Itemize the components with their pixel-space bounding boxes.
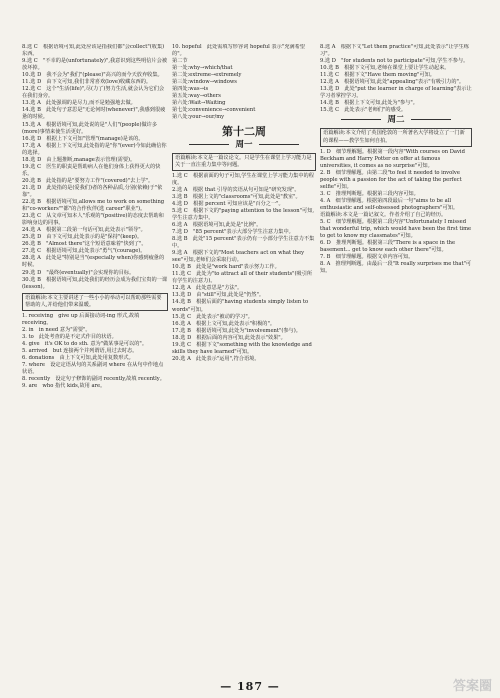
passage-note-text: 语篇解读:本文是一篇议论文。只是学生在课堂上学习能力是关于一直注重力集中等问题。	[175, 154, 312, 168]
answer-list-corrections	[172, 44, 316, 122]
list-item: 第二处:extreme→extremely	[172, 72, 242, 79]
list-item: 8.选 C 根据语境可知,此处应该是指我们都"会collect"(收集)东西。	[22, 44, 165, 58]
column-right	[320, 44, 472, 672]
passage-note-text: 语篇解读:本文介绍了英国伦敦的一所著名大学将设立了一门新的课程——教学生如何自拍。	[323, 130, 465, 144]
list-item: 13.选 D 由"still"可知,此处是"仍然"。	[172, 292, 265, 299]
list-item: 24.选 A 根据第二段第一句话可知,此处表示"领导"。	[22, 227, 146, 234]
list-item: 22.选 B 根据语境可知,allows me to work on something和"co-workers""都"的合作伙伴(选 career"职业")。	[22, 199, 165, 213]
list-item: 第三处:window→windows	[172, 79, 237, 86]
column-middle	[172, 44, 316, 672]
list-item: 10. hopeful 此处需填写形容词 hopeful 表示"充满希望的"。	[172, 44, 305, 58]
list-item: 21.选 D 此处指的是(爱我们)者的各种品质,分别(依赖)于"依靠"。	[22, 184, 163, 198]
list-item: 14.选 B 此处句子意思是"无论何时(whenever)",我感到很疲惫的时候。	[22, 107, 166, 121]
page-number: — 187 —	[220, 680, 280, 693]
list-item: 语篇解读:本文是一篇记叙文。作者介绍了自己的经历。	[320, 211, 447, 218]
answer-list-reading	[320, 149, 472, 276]
list-item: 2. B 细节理解题。由第二段"to feel it needed to involve people with a passion for the act of taking the perfect selfie"可知。	[320, 169, 462, 190]
list-item: 第二节	[172, 58, 188, 65]
answer-list-grammar	[22, 313, 168, 391]
list-item: 第七处:convenience→convenient	[172, 107, 256, 114]
list-item: 8.选 A 根据下文"Let them practice"可知,此处表示"让学生练习"。	[320, 44, 469, 58]
week-heading: 第十二周	[222, 124, 266, 138]
list-item: 5. C 细节理解题。根据第二段内容"Unfortunately I missed that wonderful trip, which would have been the first time to get to know my classmates"可知。	[320, 219, 472, 240]
list-item: 25.选 D 由下文可知,此处表示的是"保持"(keep)。	[22, 234, 143, 241]
list-item: 4. A 细节理解题。根据第四段最后一句"aims to be all enthusiastic and self-obsessed photographers"可知。	[320, 197, 459, 211]
list-item: 2. in in need 意为"需要"。	[22, 326, 91, 333]
list-item: 9.选 C "不幸的是(unfortunately)",我意识到这些明信片会被放坏掉。	[22, 58, 168, 72]
list-item: 11.选 C 此处为"to attract all of their students"(吸引所有学生的注意力)。	[172, 271, 313, 285]
list-item: 4. give it's OK to do sth. 意为"做某事是可以的"。	[22, 340, 148, 347]
list-item: 19.选 C 医生的职责是帮助病人在他们身体上获得更大的快乐。	[22, 163, 161, 177]
column-left	[22, 44, 168, 672]
list-item: 11.选 C 根据下文"Have them moving"可知。	[320, 72, 435, 79]
passage-note-box	[22, 293, 168, 311]
list-item: 27.选 C 根据语境可知,此处表示"勇气"(courage)。	[22, 248, 146, 255]
list-item: 10.选 B 根据下文可知,老师在课堂上要让学生动起来。	[320, 65, 450, 72]
list-item: 17.选 B 根据语境可知,此处为"involvement"(参与)。	[172, 327, 301, 334]
list-item: 7. where 设定定语从句的关系副词 where 在从句中作地点状语。	[22, 362, 164, 376]
list-item: 13.选 D 此处"put the learner in charge of learning"表示让学习者掌控学习。	[320, 86, 472, 100]
list-item: 12.选 A 根据语境可知,此处"appealing"表示"有吸引力的"。	[320, 79, 465, 86]
list-item: 14.选 B 根据后面的"having students simply listen to words"可知。	[172, 299, 309, 313]
list-item: 7. B 细节理解题。根据文章内容可知。	[320, 254, 414, 261]
list-item: 第四处:was→is	[172, 86, 209, 93]
list-item: 12.选 C 这个"生活(life)",尽(力了)努力生活,就会认为它们会在我们身旁。	[22, 86, 165, 100]
list-item: 10.选 D 我不会为"我们"(please)"高兴的而今天放弃收集。	[22, 72, 163, 79]
list-item: 第五处:way→others	[172, 93, 221, 100]
list-item: 8. recently 设定句子修饰的副词 recently,故填 recently。	[22, 376, 165, 383]
list-item: 3.选 B 根据上文的"classrooms"可知,此处是"教室"。	[172, 193, 301, 200]
list-item: 9. are who 指代 kids,故用 are。	[22, 383, 106, 390]
list-item: 3. C 推理判断题。根据第三段内容可知。	[320, 190, 419, 197]
list-item: 29.选 D "最终(eventually)"会实现你的目标。	[22, 269, 135, 276]
day-heading-tuesday: 周二	[320, 114, 472, 126]
list-item: 10.选 B 此处是"work hard"表示努力工作。	[172, 264, 280, 271]
list-item: 17.选 A 根据上下文可知,此处指的是"你"(ever)今如此确信你的选择。	[22, 142, 167, 156]
watermark-logo: 答案圈	[452, 679, 492, 694]
list-item: 6. D 推理判断题。根据第三段"There is a space in the basement... get to know each other there"可知。	[320, 240, 456, 254]
list-item: 26.选 B "Almost there"这个短语意味着"快到了"。	[22, 241, 147, 248]
list-item: 5.选 C 根据下文的"paying attention to the lesson"可知,学生注意力集中。	[172, 207, 315, 221]
list-item: 第八处:your→our/my	[172, 114, 225, 121]
list-item: 8. A 推理判断题。由最后一段"It really surprises me that"可知。	[320, 261, 472, 275]
list-item: 15.选 C 此处表示"老师们"的感受。	[320, 107, 407, 114]
list-item: 18.选 D 根据后面的内容可知,此处表示"效果"。	[172, 334, 286, 341]
list-item: 5. arrived but 连接两个并列谓语,用过去时态。	[22, 347, 138, 354]
list-item: 20.选 B 此处指的是"要努力工作"(covered)"去上学"。	[22, 177, 154, 184]
list-item: 15.选 C 此处表示"被动的学习"。	[172, 313, 253, 320]
list-item: 30.选 B 根据语境可知,此处我们的经历会成为我们宝贵的一课(lesson)。	[22, 276, 168, 290]
list-item: 14.选 B 根据上下文可知,此处为"参与"。	[320, 100, 418, 107]
answer-list	[320, 44, 472, 114]
list-item: 7.选 D "85 percent"表示大部分学生注意力集中。	[172, 228, 294, 235]
list-item: 18.选 D 由上题推断,manage表示管理(需要)。	[22, 156, 136, 163]
list-item: 20.选 A 此处表示"运用",符合语境。	[172, 355, 260, 362]
list-item: 16.选 A 根据上文可知,此处表示"积极的"。	[172, 320, 276, 327]
list-item: 2.选 A 根据 that 引导的宾语从句可知是"研究发现"。	[172, 186, 300, 193]
list-item: 6. donations 由上下文可知,此处用复数形式。	[22, 355, 134, 362]
list-item: 4.选 D 根据 percent 可知应该是"百分之一"。	[172, 200, 284, 207]
list-item: 9.选 A 根据下文的"Most teachers act on what they see"可知,老师们会采取行动。	[172, 250, 305, 264]
list-item: 第一处:why→which/that	[172, 65, 233, 72]
list-item: 3. to 此处考查的是不定式作目的状语。	[22, 333, 117, 340]
answer-list	[172, 173, 316, 363]
list-item: 15.选 A 根据语境可知,此处说的是"人们"(people)做许多(more)事情来使生活更好。	[22, 121, 158, 135]
list-item: 23.选 C 从文章可知本人"乐观的"(positive)的态度去帮助和影响身边的同事。	[22, 213, 164, 227]
passage-note-box	[172, 153, 316, 171]
list-item: 19.选 C 根据下文"something with the knowledge and skills they have learned"可知。	[172, 341, 312, 355]
passage-note-text: 语篇解读:本文主要讲述了一些小小的举动可以帮助那些需要帮助的人,并给他们带来温暖。	[25, 294, 162, 308]
passage-note-box	[320, 128, 472, 146]
list-item: 1.选 C 根据前面的句子可知,学生在课堂上学习能力集中的程度。	[172, 172, 314, 186]
list-item: 第六处:Wait→Waiting	[172, 100, 226, 107]
list-item: 8.选 B 此处"15 percent"表示仍有一小部分学生注意力不集中。	[172, 236, 315, 250]
list-item: 6.选 A 根据语境可知,此处是"比例"。	[172, 221, 262, 228]
day-heading-monday: 周一	[172, 139, 316, 151]
list-item: 11.选 D 由下文可知,我们非常喜欢(love)收藏东西的。	[22, 79, 152, 86]
list-item: 1. D 细节理解题。根据第一段内容"With courses on David Beckham and Harry Potter on offer at famous universities, it comes as no surprise"可知。	[320, 148, 465, 169]
list-item: 28.选 A 此处是"特别是当"(especially when)你感到疲惫的时候。	[22, 255, 165, 269]
list-item: 16.选 D 根据上下文可知"管理"(manage)是该的。	[22, 135, 144, 142]
list-item: 9.选 D "for students not to participate"可知,学生不参与。	[320, 58, 469, 65]
list-item: 13.选 A 此处强调的是尽力,而不是勉强地去做。	[22, 100, 136, 107]
answer-list	[22, 44, 168, 291]
list-item: 12.选 A 此处意思是"方法"。	[172, 285, 243, 292]
list-item: 1. receiving give up 后面接动词-ing 形式,故填 receiving。	[22, 312, 140, 326]
